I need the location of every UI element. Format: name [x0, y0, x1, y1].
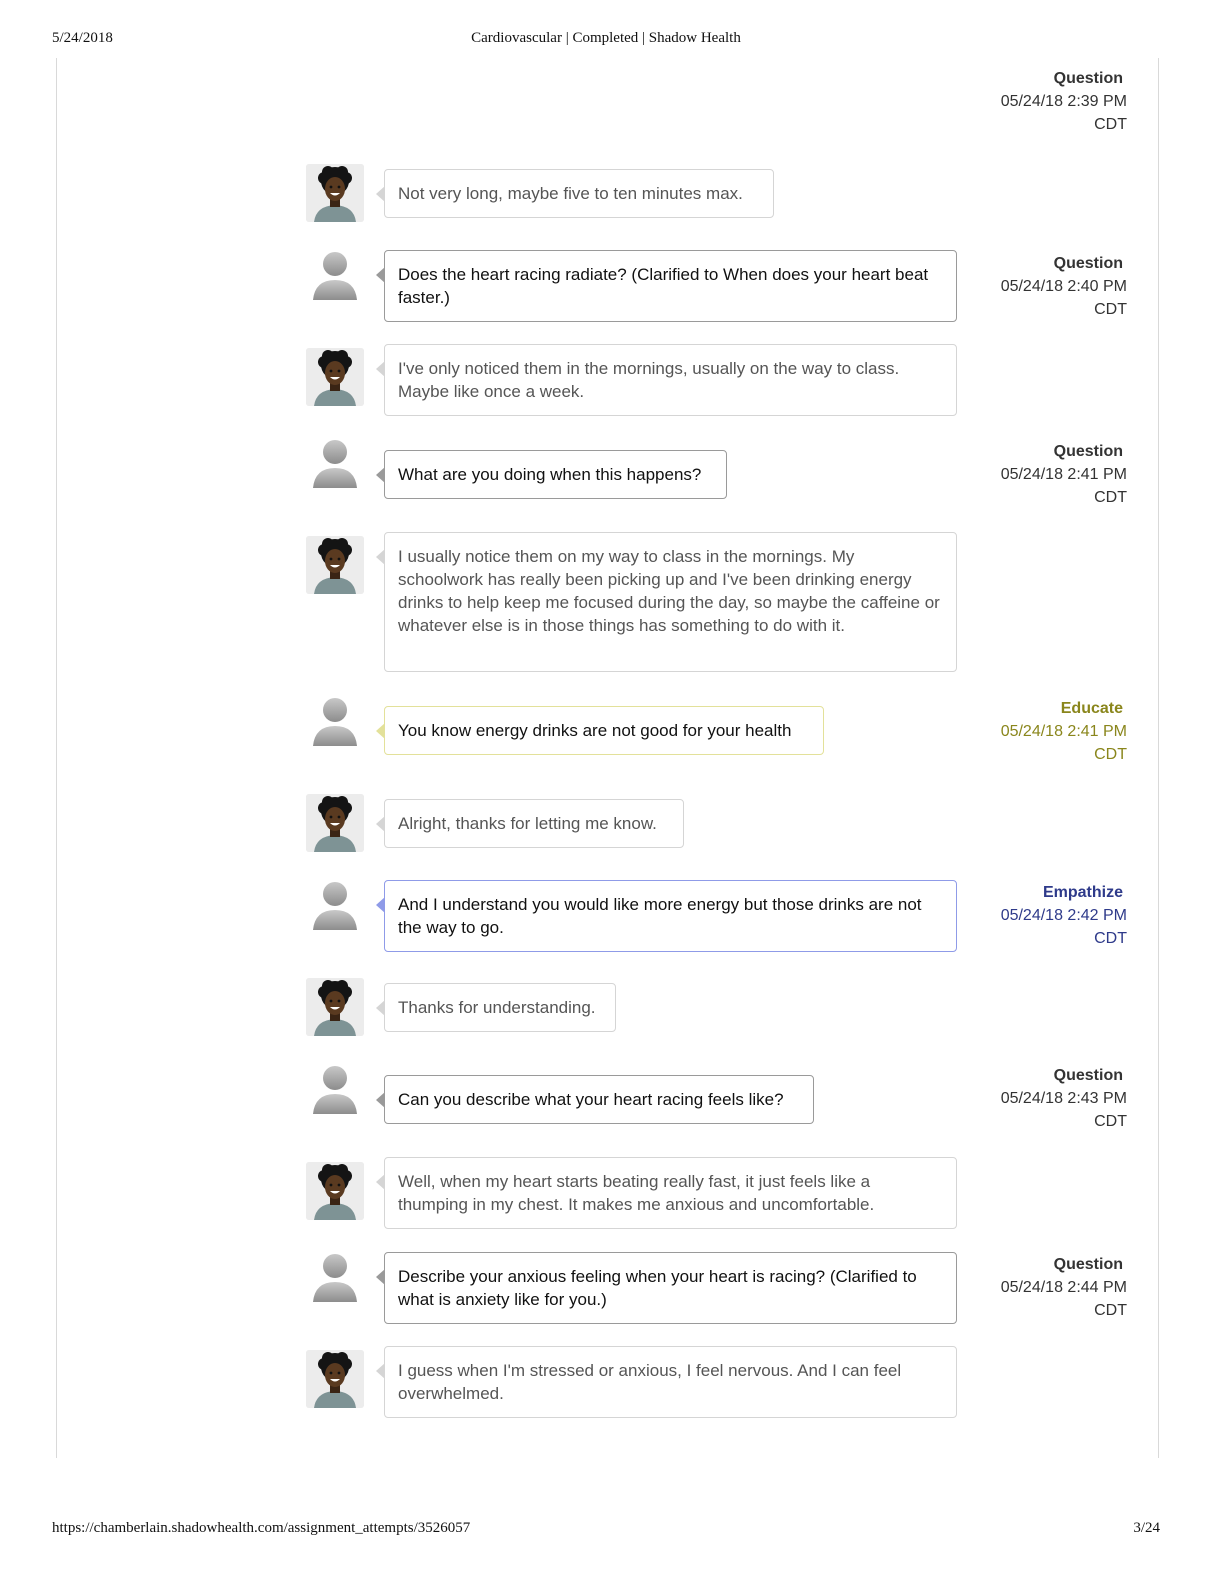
message-meta	[967, 1064, 1127, 1133]
message-meta	[967, 440, 1127, 509]
message-type: Educate	[1060, 700, 1123, 717]
print-page-number: 3/24	[1133, 1520, 1160, 1536]
message-timezone: CDT	[1094, 301, 1127, 318]
message-timezone: CDT	[1094, 930, 1127, 947]
patient-avatar	[306, 536, 364, 594]
message-type: Question	[1053, 1256, 1123, 1273]
student-avatar-icon	[306, 432, 364, 490]
student-avatar-icon	[306, 874, 364, 932]
patient-avatar	[306, 348, 364, 406]
message-bubble: And I understand you would like more energy but those drinks are not the way to go.	[384, 880, 957, 952]
print-title: Cardiovascular | Completed | Shadow Health	[471, 30, 741, 46]
message-date: 05/24/18 2:41 PM	[1000, 723, 1127, 740]
message-date: 05/24/18 2:41 PM	[1000, 466, 1127, 483]
message-bubble: Not very long, maybe five to ten minutes max.	[384, 169, 774, 218]
message-type: Question	[1053, 255, 1123, 272]
message-bubble: I usually notice them on my way to class in the mornings. My schoolwork has really been picking up and I've been drinking energy drinks to help keep me focused during the day, so maybe the caffeine or whatever else is in those things has something to do with it.	[384, 532, 957, 672]
print-header	[52, 30, 1160, 50]
student-avatar-icon	[306, 244, 364, 302]
student-avatar-icon	[306, 690, 364, 748]
patient-avatar	[306, 978, 364, 1036]
message-meta	[967, 1253, 1127, 1322]
student-avatar-icon	[306, 1058, 364, 1116]
patient-avatar	[306, 794, 364, 852]
message-bubble: Thanks for understanding.	[384, 983, 616, 1032]
patient-avatar	[306, 164, 364, 222]
print-date: 5/24/2018	[52, 30, 113, 46]
message-bubble: I guess when I'm stressed or anxious, I feel nervous. And I can feel overwhelmed.	[384, 1346, 957, 1418]
message-timezone: CDT	[1094, 1302, 1127, 1319]
message-type: Question	[1053, 1067, 1123, 1084]
message-timezone: CDT	[1094, 746, 1127, 763]
message-meta	[967, 697, 1127, 766]
message-timezone: CDT	[1094, 116, 1127, 133]
message-meta	[967, 881, 1127, 950]
message-bubble: Does the heart racing radiate? (Clarified to When does your heart beat faster.)	[384, 250, 957, 322]
patient-avatar	[306, 1162, 364, 1220]
top-meta	[967, 67, 1127, 136]
message-date: 05/24/18 2:44 PM	[1000, 1279, 1127, 1296]
message-date: 05/24/18 2:42 PM	[1000, 907, 1127, 924]
message-bubble: Well, when my heart starts beating really fast, it just feels like a thumping in my chest. It makes me anxious and uncomfortable.	[384, 1157, 957, 1229]
message-timezone: CDT	[1094, 489, 1127, 506]
student-avatar-icon	[306, 1246, 364, 1304]
message-type: Question	[1053, 70, 1123, 87]
message-date: 05/24/18 2:40 PM	[1000, 278, 1127, 295]
message-date: 05/24/18 2:39 PM	[1000, 93, 1127, 110]
message-bubble: I've only noticed them in the mornings, usually on the way to class. Maybe like once a week.	[384, 344, 957, 416]
message-bubble: Can you describe what your heart racing feels like?	[384, 1075, 814, 1124]
message-bubble: What are you doing when this happens?	[384, 450, 727, 499]
print-footer	[52, 1520, 1160, 1540]
print-url: https://chamberlain.shadowhealth.com/assignment_attempts/3526057	[52, 1520, 471, 1536]
message-bubble: Describe your anxious feeling when your heart is racing? (Clarified to what is anxiety like for you.)	[384, 1252, 957, 1324]
frame-right-border	[1158, 58, 1159, 1458]
message-type: Question	[1053, 443, 1123, 460]
message-date: 05/24/18 2:43 PM	[1000, 1090, 1127, 1107]
message-type: Empathize	[1042, 884, 1123, 901]
message-meta	[967, 252, 1127, 321]
message-bubble: Alright, thanks for letting me know.	[384, 799, 684, 848]
message-timezone: CDT	[1094, 1113, 1127, 1130]
message-bubble: You know energy drinks are not good for your health	[384, 706, 824, 755]
frame-left-border	[56, 58, 57, 1458]
patient-avatar	[306, 1350, 364, 1408]
